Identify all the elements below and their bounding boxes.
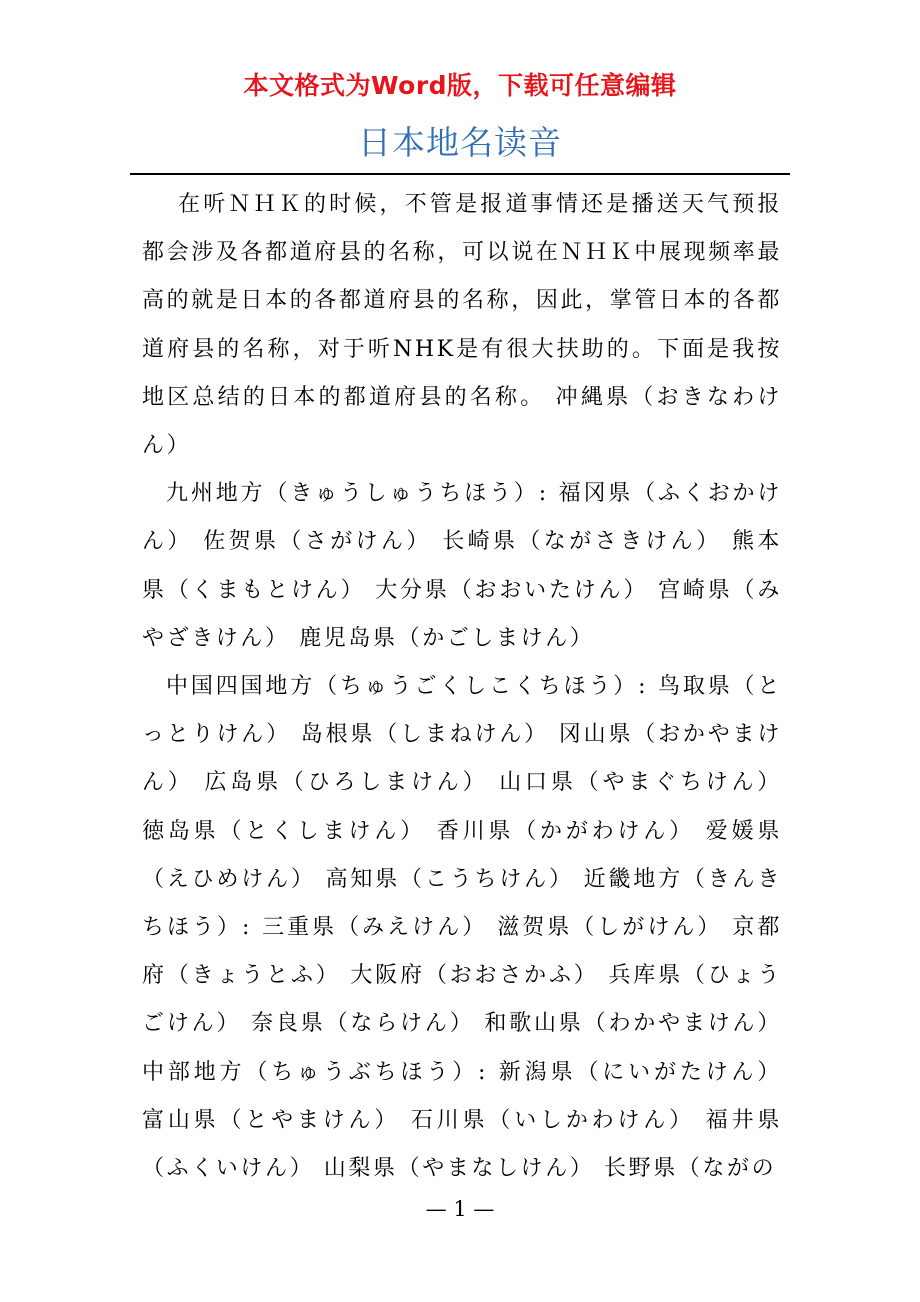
page-number: — 1 — bbox=[425, 1197, 495, 1221]
document-body bbox=[142, 181, 782, 1193]
title-divider bbox=[130, 173, 790, 175]
body-paragraph-chugoku-shikoku: 中国四国地方（ちゅうごくしこくちほう）: 鸟取県（とっとりけん） 岛根県（しまねけん） 冈山県（おかやまけん） 広岛県（ひろしまけん） 山口県（やまぐちけん） 徳岛県（とくしまけん） 香川県（かがわけん） 爱媛県（えひめけん） 高知県（こうちけん） 近畿地方（きんきちほう）: 三重県（みえけん） 滋贺県（しがけん） 京都府（きょうとふ） 大阪府（おおさかふ） 兵库県（ひょうごけん） 奈良県（ならけん） 和歌山県（わかやまけん） 中部地方（ちゅうぶちほう）: 新潟県（にいがたけん） 富山県（とやまけん） 石川県（いしかわけん） 福井県（ふくいけん） 山梨県（やまなしけん） 长野県（ながの bbox=[142, 674, 782, 1182]
body-paragraph-kyushu: 九州地方（きゅうしゅうちほう）: 福冈県（ふくおかけん） 佐贺県（さがけん） 长崎県（ながさきけん） 熊本県（くまもとけん） 大分県（おおいたけん） 宫崎県（みやざきけん） 鹿児岛県（かごしまけん） bbox=[142, 481, 782, 651]
body-paragraph-intro: 在听ＮＨＫ的时候，不管是报道事情还是播送天气预报都会涉及各都道府县的名称，可以说在ＮＨＫ中展现频率最高的就是日本的各都道府县的名称，因此，掌管日本的各都道府县的名称，对于听NHK是有很大扶助的。下面是我按地区总结的日本的都道府县的名称。 冲縄県（おきなわけん） bbox=[142, 192, 782, 459]
download-banner: 本文格式为Word版，下载可任意编辑 bbox=[243, 71, 677, 100]
document-title: 日本地名读音 bbox=[358, 123, 562, 162]
